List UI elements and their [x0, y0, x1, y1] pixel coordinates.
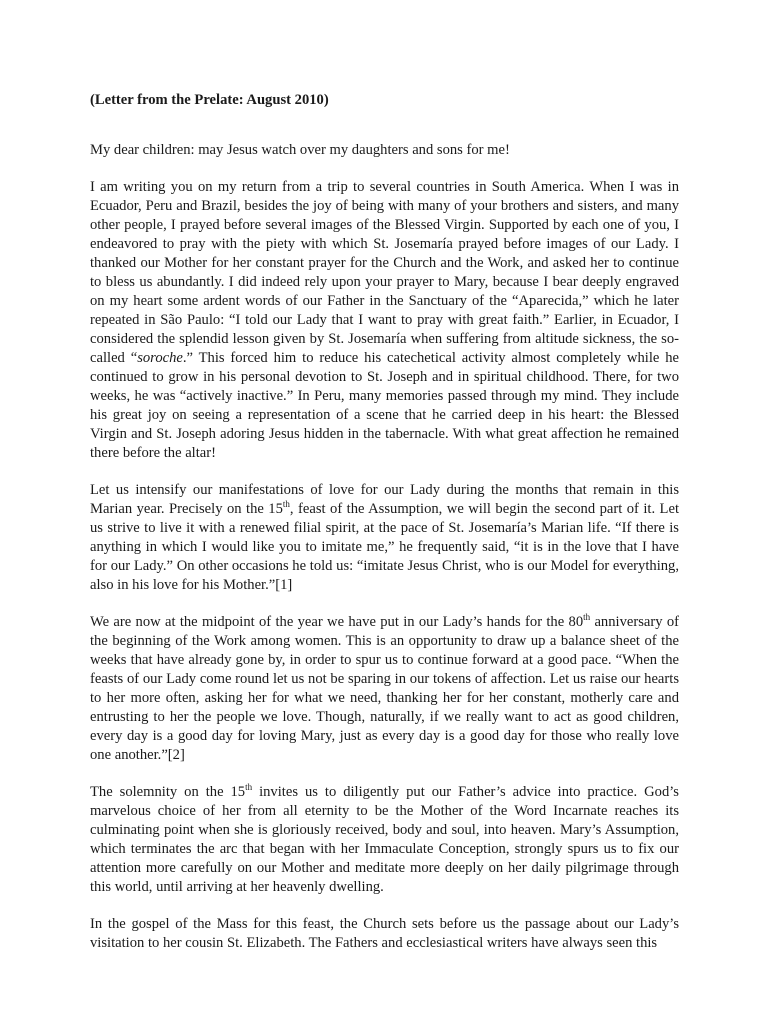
greeting: My dear children: may Jesus watch over my daughters and sons for me!: [90, 142, 510, 158]
paragraph-solemnity-after: invites us to diligently put our Father’s advice into practice. God’s marvelous choice of her from all eternity to be the Mother of the Word Incarnate reaches its culminating point when she is gloriously received, body and soul, into heaven. Mary’s Assumption, which terminates the arc that began with her Immaculate Conception, strongly spurs us to fix our attention more carefully on our Mother and meditate more deeply on her daily pilgrimage through this world, until arriving at her heavenly dwelling.: [90, 784, 679, 895]
paragraph-solemnity-before: The solemnity on the 15: [90, 784, 246, 800]
paragraph-trip: [90, 178, 679, 463]
letter-title: (Letter from the Prelate: August 2010): [90, 92, 329, 108]
paragraph-midpoint-before: We are now at the midpoint of the year we have put in our Lady’s hands for the 80: [90, 614, 584, 630]
paragraph-marian-year-sup: th: [282, 499, 290, 509]
paragraph-trip-text: I am writing you on my return from a trip to several countries in South America. When I was in Ecuador, Peru and Brazil, besides the joy of being with many of your brothers and sisters, and many other people, I prayed before several images of the Blessed Virgin. Supported by each one of you, I endeavored to pray with the piety with which St. Josemaría prayed before images of our Lady. I thanked our Mother for her constant prayer for the Church and the Work, and asked her to continue to bless us abundantly. I did indeed rely upon your prayer to Mary, because I bear deeply engraved on my heart some ardent words of our Father in the Sanctuary of the “Aparecida,” which he later repeated in São Paulo: “I told our Lady that I want to pray with great faith.” Earlier, in Ecuador, I considered the splendid lesson given by St. Josemaría when suffering from altitude sickness, the so-called “: [90, 179, 679, 366]
paragraph-solemnity-sup: th: [245, 782, 253, 792]
paragraph-midpoint-after: anniversary of the beginning of the Work among women. This is an opportunity to draw up a balance sheet of the weeks that have already gone by, in order to spur us to continue forward at a good pace. “When the feasts of our Lady come round let us not be sparing in our tokens of affection. Let us raise our hearts to her more often, asking her for what we need, thanking her for her constant, motherly care and entrusting to her the people we love. Though, naturally, if we really want to act as good children, every day is a good day for loving Mary, just as every day is a good day for those who really love one another.”[2]: [90, 614, 680, 763]
letter-body: [90, 91, 679, 971]
paragraph-trip-tail: .” This forced him to reduce his catechetical activity almost completely while he continued to grow in his personal devotion to St. Joseph and in spiritual childhood. There, for two weeks, he was “actively inactive.” In Peru, many memories passed through my mind. They include his great joy on seeing a representation of a scene that he carried deep in his heart: the Blessed Virgin and St. Joseph adoring Jesus hidden in the tabernacle. With what great affection he remained there before the altar!: [90, 350, 680, 461]
paragraph-marian-year-after: , feast of the Assumption, we will begin the second part of it. Let us strive to live it with a renewed filial spirit, at the pace of St. Josemaría’s Marian life. “If there is anything in which I would like you to imitate me,” he frequently said, “it is in the love that I have for our Lady.” On other occasions he told us: “imitate Jesus Christ, who is our Model for everything, also in his love for his Mother.”[1]: [90, 501, 679, 593]
paragraph-midpoint: [90, 613, 679, 765]
paragraph-marian-year-before: Let us intensify our manifestations of love for our Lady during the months that remain in this Marian year. Precisely on the 15: [90, 482, 679, 517]
paragraph-solemnity: [90, 783, 679, 897]
paragraph-midpoint-sup: th: [583, 612, 591, 622]
paragraph-gospel: In the gospel of the Mass for this feast, the Church sets before us the passage about our Lady’s visitation to her cousin St. Elizabeth. The Fathers and ecclesiastical writers have always seen this: [90, 916, 679, 951]
paragraph-trip-italic: soroche: [137, 350, 183, 366]
paragraph-marian-year: [90, 481, 679, 595]
